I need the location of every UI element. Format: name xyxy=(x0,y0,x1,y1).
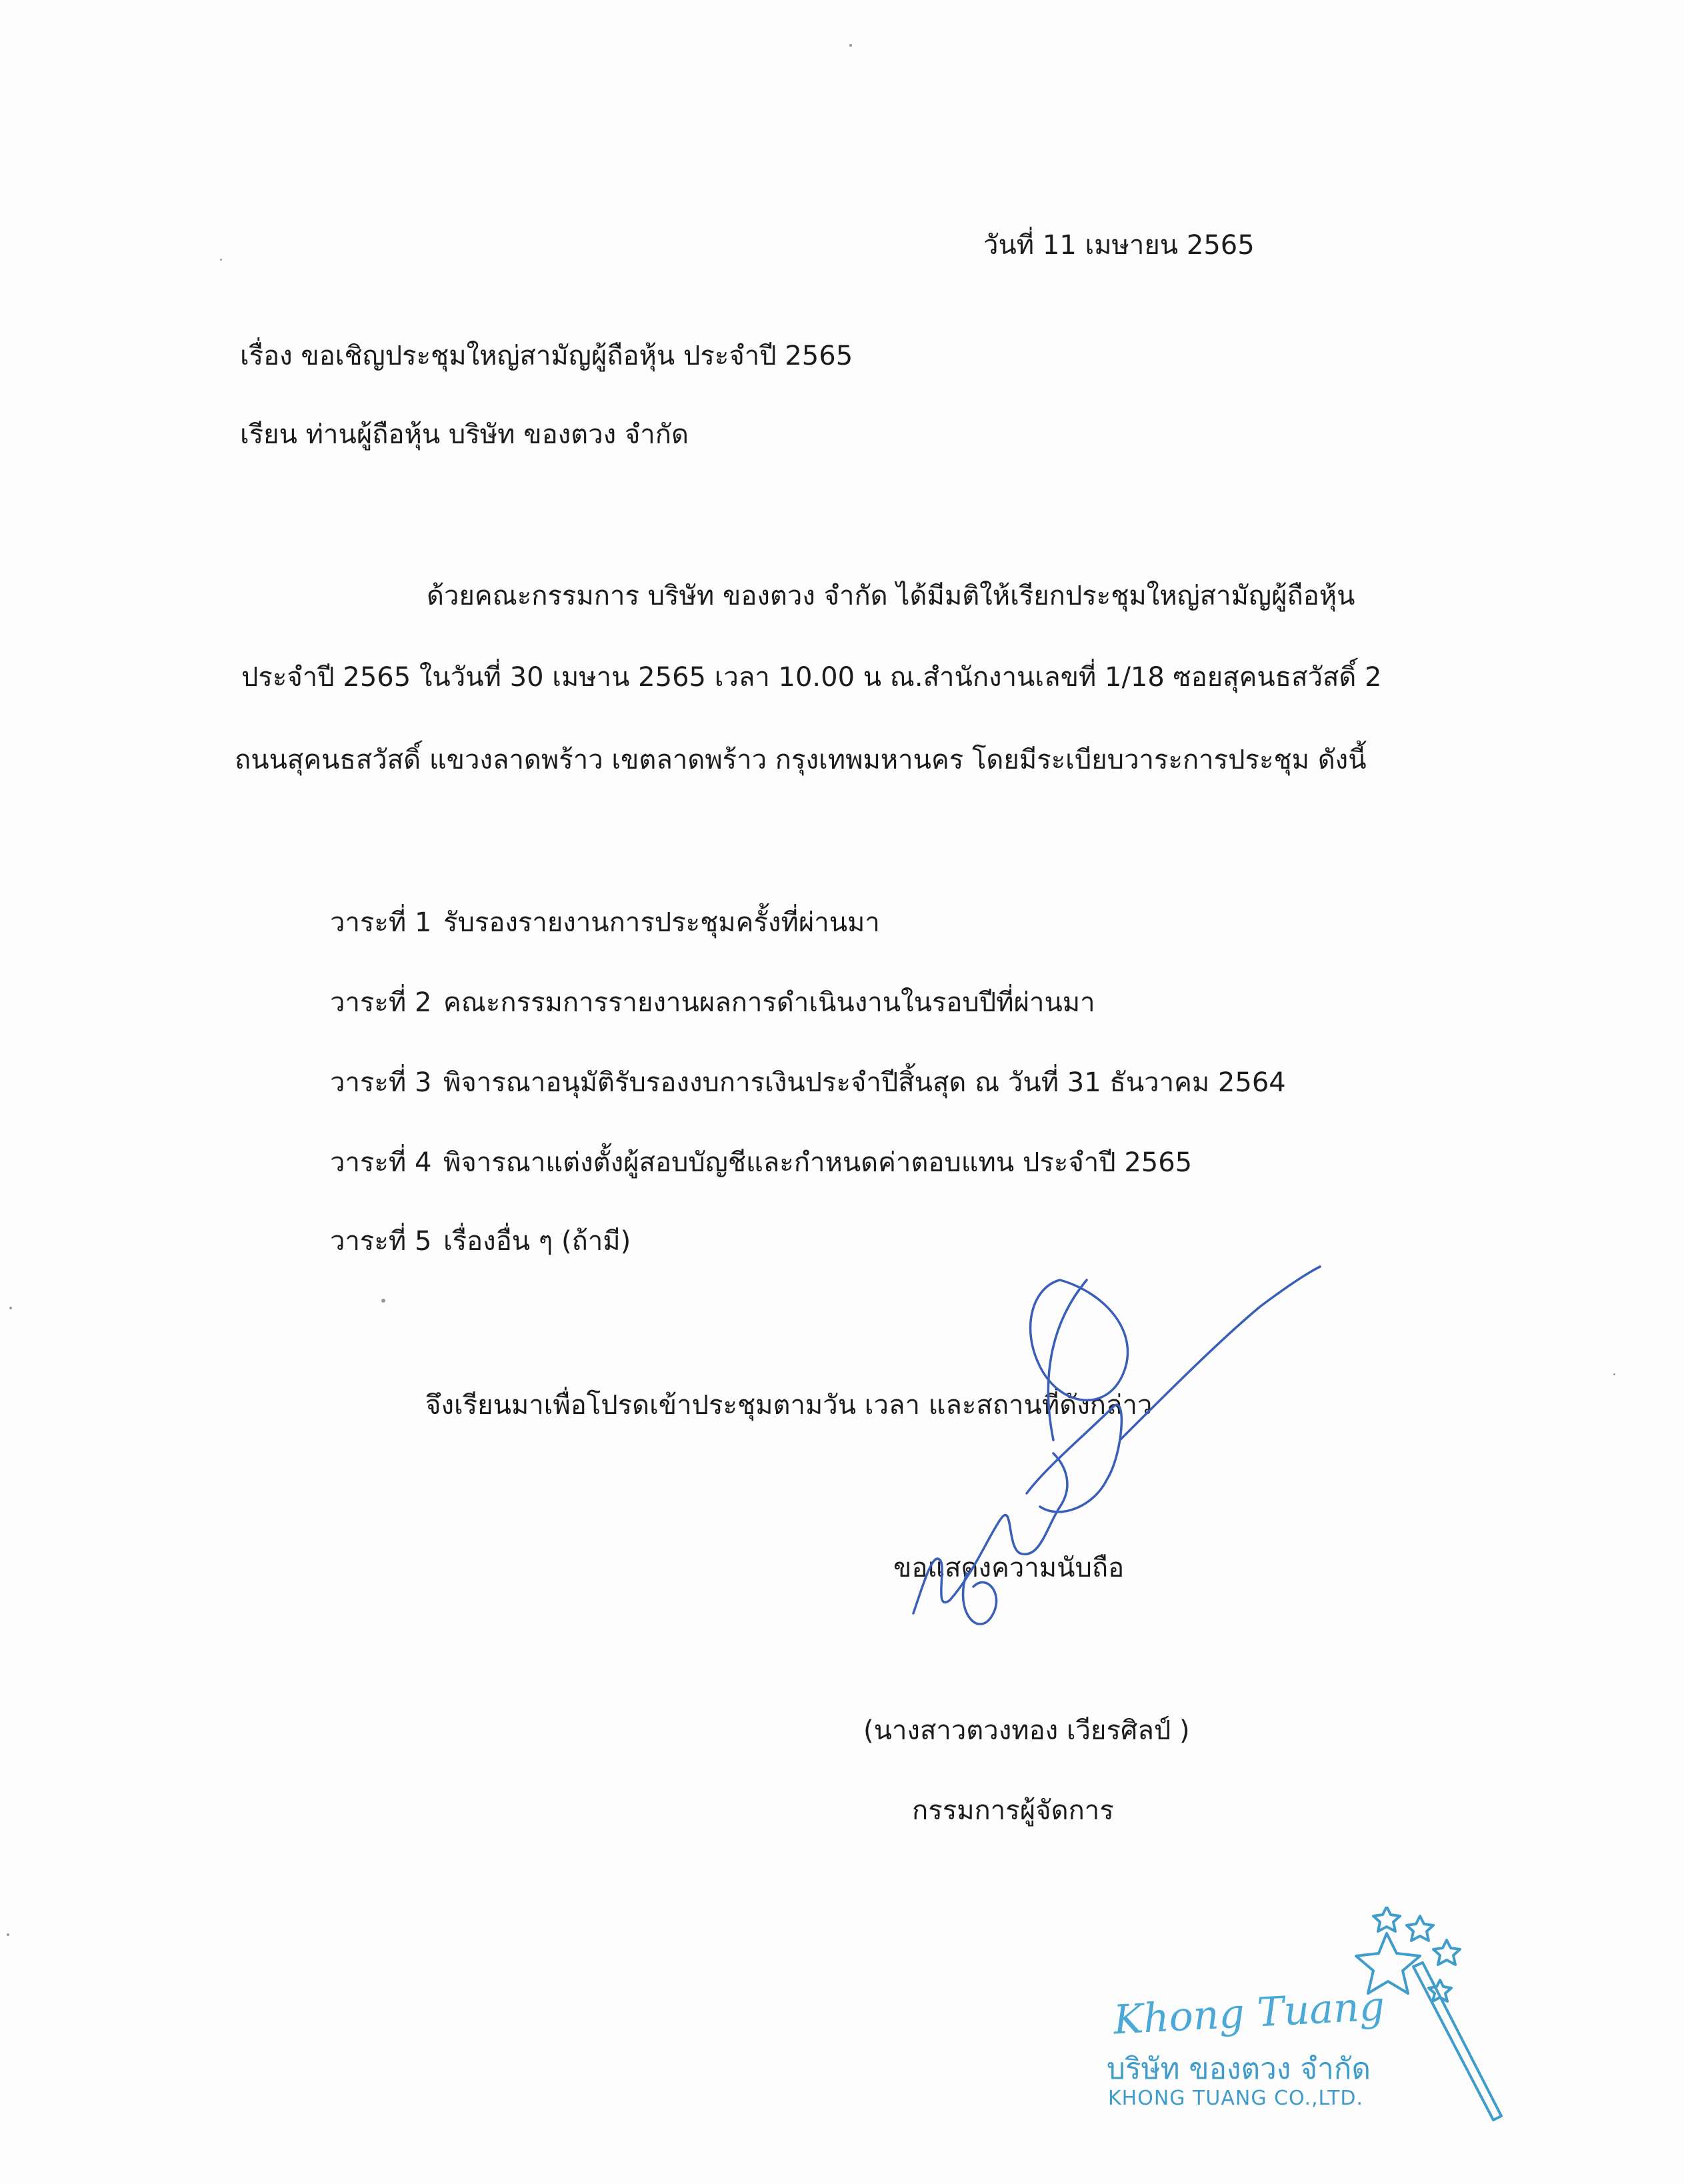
agenda-number: วาระที่ 2 xyxy=(330,987,432,1018)
stamp-script-name: Khong Tuang xyxy=(1112,1983,1386,2044)
agenda-item xyxy=(330,1224,631,1259)
agenda-item xyxy=(330,1145,1192,1180)
scan-speck xyxy=(9,1307,12,1309)
scan-speck xyxy=(381,1299,385,1303)
signature-lower-loop xyxy=(963,1573,997,1624)
agenda-text: พิจารณาอนุมัติรับรองงบการเงินประจำปีสิ้นสุด ณ วันที่ 31 ธันวาคม 2564 xyxy=(443,1067,1286,1098)
scan-speck xyxy=(1613,1373,1615,1375)
agenda-number: วาระที่ 4 xyxy=(330,1147,432,1178)
stamp-english-name: KHONG TUANG CO.,LTD. xyxy=(1108,2087,1364,2110)
signer-name: (นางสาวตวงทอง เวียรศิลป์ ) xyxy=(863,1715,1190,1746)
signature-tail-stroke xyxy=(1027,1405,1121,1512)
small-star-icon xyxy=(1407,1916,1433,1941)
agenda-item xyxy=(330,985,1095,1020)
small-star-icon xyxy=(1433,1940,1460,1965)
agenda-text: รับรองรายงานการประชุมครั้งที่ผ่านมา xyxy=(443,907,880,938)
agenda-item xyxy=(330,905,880,940)
signer-title: กรรมการผู้จัดการ xyxy=(912,1795,1114,1826)
body-paragraph-line: ประจำปี 2565 ในวันที่ 30 เมษาน 2565 เวลา 10.00 น ณ.สำนักงานเลขที่ 1/18 ซอยสุคนธสวัสดิ์ 2 xyxy=(241,662,1382,693)
signature-loop xyxy=(1031,1280,1128,1400)
agenda-text: เรื่องอื่น ๆ (ถ้ามี) xyxy=(443,1226,631,1257)
wand-handle xyxy=(1413,1963,1501,2120)
signature-upper-stroke xyxy=(1048,1280,1087,1440)
scan-speck xyxy=(220,259,222,261)
agenda-number: วาระที่ 3 xyxy=(330,1067,432,1098)
body-paragraph-line: ด้วยคณะกรรมการ บริษัท ของตวง จำกัด ได้มีมติให้เรียกประชุมใหญ่สามัญผู้ถือหุ้น xyxy=(427,581,1355,611)
stamp-thai-name: บริษัท ของตวง จำกัด xyxy=(1107,2052,1371,2086)
letter-subject: เรื่อง ขอเชิญประชุมใหญ่สามัญผู้ถือหุ้น ประจำปี 2565 xyxy=(240,341,853,371)
agenda-text: คณะกรรมการรายงานผลการดำเนินงานในรอบปีที่ผ่านมา xyxy=(443,987,1095,1018)
letter-date: วันที่ 11 เมษายน 2565 xyxy=(983,230,1255,261)
signature-main-stroke xyxy=(913,1453,1067,1613)
company-stamp xyxy=(1093,1907,1520,2127)
handwritten-signature xyxy=(887,1240,1340,1680)
scan-speck xyxy=(849,44,852,47)
body-paragraph-line: ถนนสุคนธสวัสดิ์ แขวงลาดพร้าว เขตลาดพร้าว กรุงเทพมหานคร โดยมีระเบียบวาระการประชุม ดังนี้ xyxy=(235,745,1367,775)
agenda-number: วาระที่ 1 xyxy=(330,907,432,938)
regards-line: ขอแสดงความนับถือ xyxy=(893,1553,1125,1583)
agenda-text: พิจารณาแต่งตั้งผู้สอบบัญชีและกำหนดค่าตอบแทน ประจำปี 2565 xyxy=(443,1147,1193,1178)
scan-speck xyxy=(7,1933,9,1936)
agenda-number: วาระที่ 5 xyxy=(330,1226,432,1257)
signature-long-flourish xyxy=(1120,1267,1320,1440)
small-star-icon xyxy=(1373,1907,1400,1931)
letter-recipient: เรียน ท่านผู้ถือหุ้น บริษัท ของตวง จำกัด xyxy=(240,419,689,450)
closing-sentence: จึงเรียนมาเพื่อโปรดเข้าประชุมตามวัน เวลา และสถานที่ดังกล่าว xyxy=(425,1390,1153,1421)
agenda-item xyxy=(330,1065,1286,1100)
